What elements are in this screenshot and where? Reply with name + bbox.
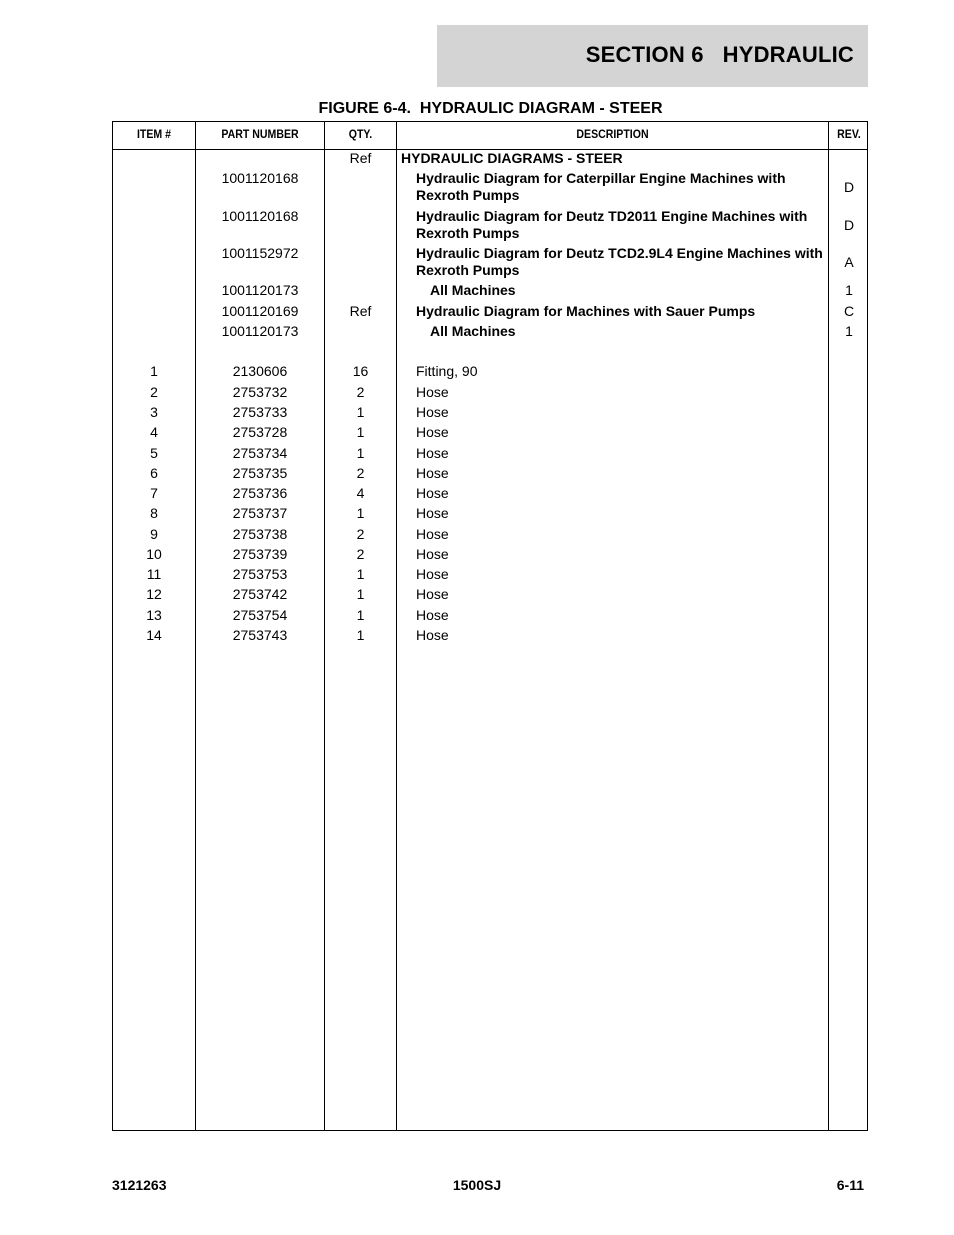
description-cell: Hose <box>416 627 449 643</box>
item-number-cell: 11 <box>146 566 162 582</box>
description-cell: All Machines <box>430 282 516 298</box>
part-number-cell: 2753754 <box>232 607 288 623</box>
quantity-cell: 1 <box>356 404 365 420</box>
column-divider <box>324 122 325 1130</box>
part-number-cell: 1001120173 <box>221 282 299 298</box>
item-number-cell: 14 <box>146 627 162 643</box>
description-cell: Hose <box>416 485 449 501</box>
description-cell: Hydraulic Diagram for Deutz TCD2.9L4 Engine Machines with Rexroth Pumps <box>416 245 823 278</box>
item-number-cell: 1 <box>150 363 158 379</box>
revision-cell: 1 <box>845 323 853 339</box>
quantity-cell: 1 <box>356 627 365 643</box>
quantity-cell: 1 <box>356 566 365 582</box>
revision-cell: 1 <box>845 282 853 298</box>
description-cell: HYDRAULIC DIAGRAMS - STEER <box>401 150 623 166</box>
description-cell: Hose <box>416 424 449 440</box>
revision-cell: C <box>843 303 855 319</box>
figure-title: FIGURE 6-4. HYDRAULIC DIAGRAM - STEER <box>318 100 663 117</box>
description-cell: Hose <box>416 404 449 420</box>
revision-cell: A <box>844 254 854 270</box>
quantity-cell: 2 <box>356 526 365 542</box>
part-number-cell: 2753734 <box>232 445 288 461</box>
item-number-cell: 2 <box>150 384 158 400</box>
revision-cell: D <box>843 217 855 233</box>
column-divider <box>396 122 397 1130</box>
part-number-cell: 1001152972 <box>221 245 299 261</box>
footer-model: 1500SJ <box>452 1177 502 1193</box>
item-number-cell: 5 <box>150 445 158 461</box>
quantity-cell: Ref <box>349 150 372 166</box>
footer-doc-number: 3121263 <box>112 1177 167 1193</box>
part-number-cell: 2753737 <box>232 505 288 521</box>
item-number-cell: 7 <box>150 485 158 501</box>
section-title: SECTION 6 HYDRAULIC <box>585 42 854 67</box>
part-number-cell: 2753732 <box>232 384 288 400</box>
quantity-cell: 1 <box>356 607 365 623</box>
col-header-item: ITEM # <box>136 127 172 141</box>
description-cell: Hose <box>416 566 449 582</box>
part-number-cell: 2753743 <box>232 627 288 643</box>
part-number-cell: 2753742 <box>232 586 288 602</box>
description-cell: Hose <box>416 505 449 521</box>
quantity-cell: 1 <box>356 445 365 461</box>
quantity-cell: 1 <box>356 505 365 521</box>
section-banner <box>437 25 868 87</box>
quantity-cell: 2 <box>356 546 365 562</box>
col-header-part-number: PART NUMBER <box>221 127 299 141</box>
item-number-cell: 13 <box>146 607 162 623</box>
quantity-cell: 1 <box>356 586 365 602</box>
revision-cell: D <box>843 179 855 195</box>
part-number-cell: 2753736 <box>232 485 288 501</box>
description-cell: Hose <box>416 384 449 400</box>
quantity-cell: 16 <box>352 363 369 379</box>
quantity-cell: 1 <box>356 424 365 440</box>
description-cell: Fitting, 90 <box>416 363 478 379</box>
description-cell: Hose <box>416 445 449 461</box>
column-divider <box>828 122 829 1130</box>
col-header-description: DESCRIPTION <box>576 127 649 141</box>
quantity-cell: 2 <box>356 465 365 481</box>
col-header-qty: QTY. <box>348 127 373 141</box>
item-number-cell: 3 <box>150 404 158 420</box>
description-cell: Hydraulic Diagram for Deutz TD2011 Engine Machines with Rexroth Pumps <box>416 208 808 241</box>
part-number-cell: 1001120173 <box>221 323 299 339</box>
description-cell: Hose <box>416 586 449 602</box>
column-divider <box>195 122 196 1130</box>
quantity-cell: 2 <box>356 384 365 400</box>
part-number-cell: 1001120168 <box>221 170 299 186</box>
quantity-cell: Ref <box>349 303 372 319</box>
part-number-cell: 1001120168 <box>221 208 299 224</box>
item-number-cell: 4 <box>150 424 158 440</box>
part-number-cell: 2753733 <box>232 404 288 420</box>
item-number-cell: 6 <box>150 465 158 481</box>
description-cell: Hydraulic Diagram for Machines with Sauer Pumps <box>416 303 756 319</box>
item-number-cell: 8 <box>150 505 158 521</box>
part-number-cell: 2753735 <box>232 465 288 481</box>
item-number-cell: 9 <box>150 526 158 542</box>
footer-page-number: 6-11 <box>836 1177 864 1193</box>
quantity-cell: 4 <box>356 485 365 501</box>
part-number-cell: 2130606 <box>232 363 288 379</box>
description-cell: Hose <box>416 526 449 542</box>
part-number-cell: 2753728 <box>232 424 288 440</box>
part-number-cell: 2753753 <box>232 566 288 582</box>
part-number-cell: 1001120169 <box>221 303 299 319</box>
part-number-cell: 2753738 <box>232 526 288 542</box>
description-cell: All Machines <box>430 323 516 339</box>
col-header-rev: REV. <box>837 127 861 141</box>
item-number-cell: 12 <box>146 586 162 602</box>
parts-table <box>112 121 868 1131</box>
description-cell: Hose <box>416 546 449 562</box>
description-cell: Hose <box>416 607 449 623</box>
description-cell: Hydraulic Diagram for Caterpillar Engine Machines with Rexroth Pumps <box>416 170 786 203</box>
item-number-cell: 10 <box>146 546 162 562</box>
part-number-cell: 2753739 <box>232 546 288 562</box>
description-cell: Hose <box>416 465 449 481</box>
